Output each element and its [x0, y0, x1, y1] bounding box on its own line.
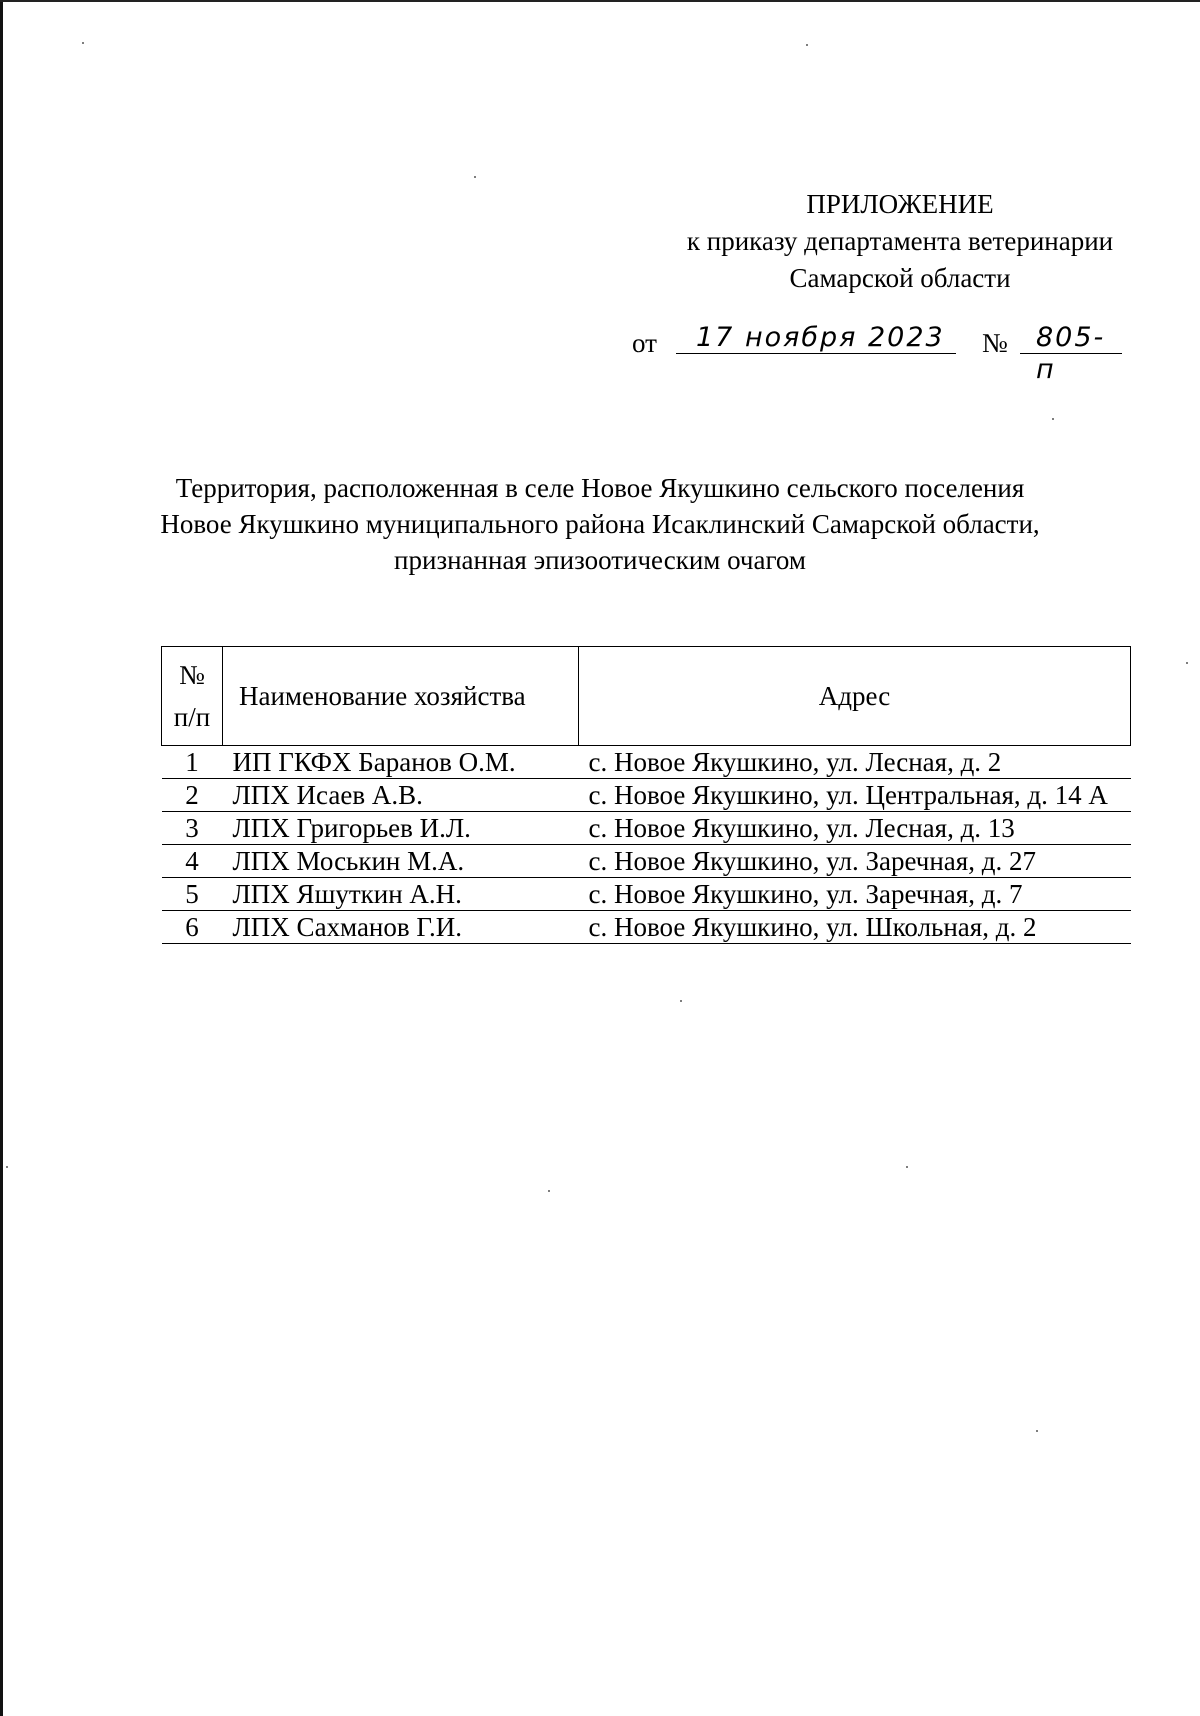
scan-speck	[82, 42, 84, 44]
title-line-3: признанная эпизоотическим очагом	[394, 545, 806, 575]
row-address: с. Новое Якушкино, ул. Центральная, д. 14 А	[579, 779, 1131, 812]
appendix-line-region: Самарской области	[789, 263, 1011, 293]
row-address: с. Новое Якушкино, ул. Заречная, д. 7	[579, 878, 1131, 911]
appendix-heading: ПРИЛОЖЕНИЕ	[806, 189, 994, 219]
scan-speck	[548, 1190, 550, 1192]
document-title	[150, 470, 1050, 578]
title-line-2: Новое Якушкино муниципального района Исаклинский Самарской области,	[160, 509, 1040, 539]
table-row	[162, 911, 1131, 944]
row-farm-name: ЛПХ Сахманов Г.И.	[223, 911, 579, 944]
date-prefix: от	[632, 328, 657, 358]
header-farm-name: Наименование хозяйства	[223, 647, 579, 746]
header-number	[162, 647, 223, 746]
row-address: с. Новое Якушкино, ул. Лесная, д. 2	[579, 746, 1131, 779]
row-farm-name: ЛПХ Исаев А.В.	[223, 779, 579, 812]
row-farm-name: ИП ГКФХ Баранов О.М.	[223, 746, 579, 779]
scan-speck	[1052, 418, 1054, 420]
handwritten-order-number: 805-п	[1020, 322, 1122, 354]
scan-speck	[806, 44, 808, 46]
row-number: 6	[162, 911, 223, 944]
table-row	[162, 812, 1131, 845]
scan-speck	[6, 1166, 8, 1168]
row-number: 1	[162, 746, 223, 779]
scan-speck	[906, 1166, 908, 1168]
table-row	[162, 878, 1131, 911]
table-row	[162, 779, 1131, 812]
row-number: 2	[162, 779, 223, 812]
number-prefix: №	[982, 328, 1008, 358]
header-address: Адрес	[579, 647, 1131, 746]
scan-speck	[474, 176, 476, 178]
handwritten-date: 17 ноября 2023	[676, 322, 956, 354]
row-farm-name: ЛПХ Яшуткин А.Н.	[223, 878, 579, 911]
table-row	[162, 746, 1131, 779]
header-number-sign: №	[179, 660, 205, 690]
scan-speck	[680, 1000, 682, 1002]
table-row	[162, 845, 1131, 878]
appendix-line-order: к приказу департамента ветеринарии	[686, 226, 1114, 256]
scan-edge-left	[0, 0, 3, 1716]
row-address: с. Новое Якушкино, ул. Заречная, д. 27	[579, 845, 1131, 878]
row-farm-name: ЛПХ Моськин М.А.	[223, 845, 579, 878]
row-number: 5	[162, 878, 223, 911]
row-number: 3	[162, 812, 223, 845]
row-number: 4	[162, 845, 223, 878]
scan-speck	[1036, 1430, 1038, 1432]
farms-table	[161, 646, 1131, 944]
title-line-1: Территория, расположенная в селе Новое Якушкино сельского поселения	[175, 473, 1025, 503]
header-number-pp: п/п	[173, 702, 211, 732]
row-address: с. Новое Якушкино, ул. Школьная, д. 2	[579, 911, 1131, 944]
scan-speck	[1186, 662, 1188, 664]
order-date-line	[632, 322, 1132, 385]
scan-edge-top	[0, 0, 1200, 2]
row-farm-name: ЛПХ Григорьев И.Л.	[223, 812, 579, 845]
table-header-row	[162, 647, 1131, 746]
row-address: с. Новое Якушкино, ул. Лесная, д. 13	[579, 812, 1131, 845]
